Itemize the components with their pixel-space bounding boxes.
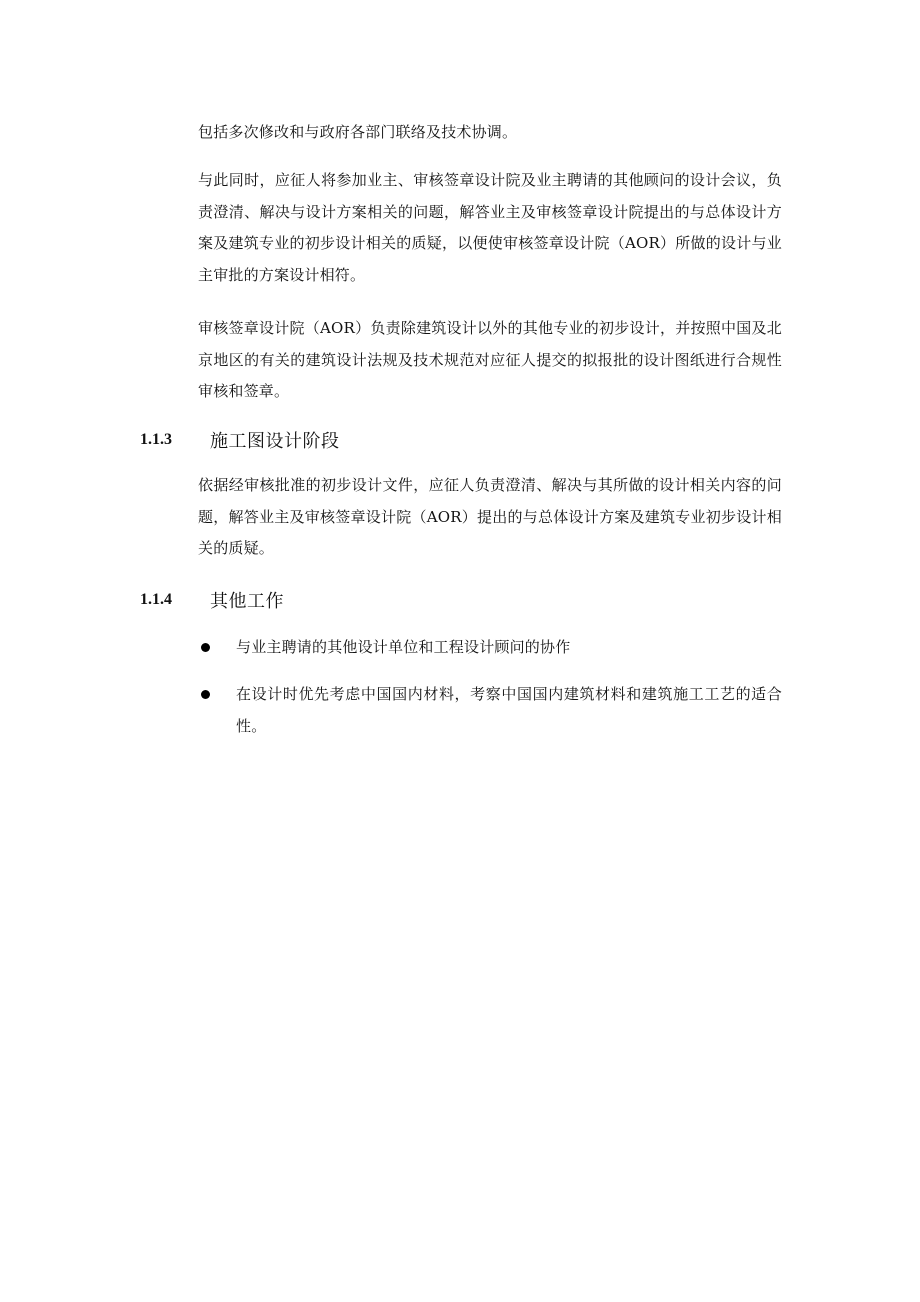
bullet-dot-icon xyxy=(201,643,210,652)
section-number: 1.1.4 xyxy=(140,591,172,608)
list-item-text: 在设计时优先考虑中国国内材料，考察中国国内建筑材料和建筑施工工艺的适合性。 xyxy=(236,685,782,735)
section-title: 施工图设计阶段 xyxy=(210,431,340,452)
list-item xyxy=(198,632,782,664)
section-heading-1-1-4 xyxy=(140,585,284,615)
bullet-dot-icon xyxy=(201,690,210,699)
list-item-text: 与业主聘请的其他设计单位和工程设计顾问的协作 xyxy=(236,638,571,656)
paragraph-aor-responsibility: 审核签章设计院（AOR）负责除建筑设计以外的其他专业的初步设计，并按照中国及北京地区的有关的建筑设计法规及技术规范对应征人提交的拟报批的设计图纸进行合规性审核和签章。 xyxy=(198,319,782,400)
list-item xyxy=(198,679,782,742)
section-number: 1.1.3 xyxy=(140,431,172,448)
paragraph-construction-drawing: 依据经审核批准的初步设计文件，应征人负责澄清、解决与其所做的设计相关内容的问题，解答业主及审核签章设计院（AOR）提出的与总体设计方案及建筑专业初步设计相关的质疑。 xyxy=(198,476,782,557)
paragraph-design-meetings: 与此同时，应征人将参加业主、审核签章设计院及业主聘请的其他顾问的设计会议，负责澄清、解决与设计方案相关的问题，解答业主及审核签章设计院提出的与总体设计方案及建筑专业的初步设计相关的质疑，以便使审核签章设计院（AOR）所做的设计与业主审批的方案设计相符。 xyxy=(198,171,782,284)
paragraph-continuation: 包括多次修改和与政府各部门联络及技术协调。 xyxy=(198,123,518,141)
section-title: 其他工作 xyxy=(210,591,284,612)
section-heading-1-1-3 xyxy=(140,425,340,455)
